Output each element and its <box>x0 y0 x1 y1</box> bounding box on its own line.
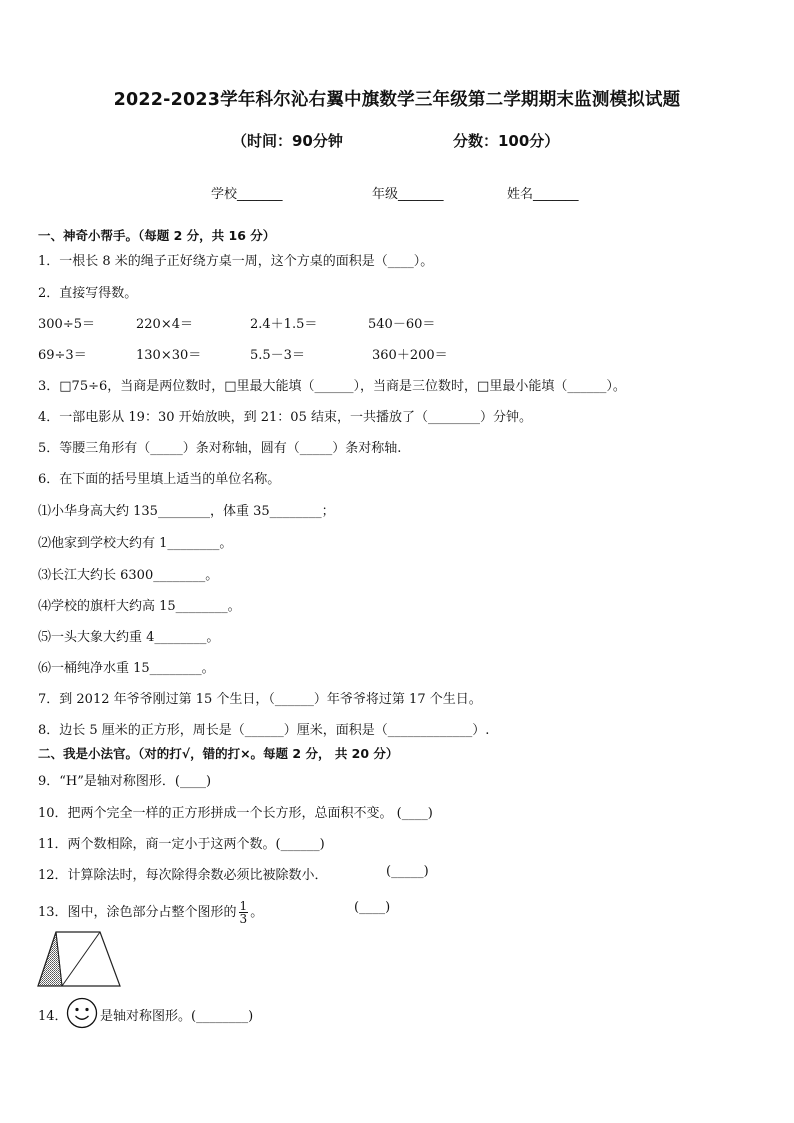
calc-item: 540－60＝ <box>368 317 436 332</box>
calc-item: 220×4＝ <box>136 317 193 332</box>
fraction-one-third <box>239 900 249 925</box>
question-6-4: ⑷学校的旗杆大约高 15________。 <box>38 599 241 614</box>
section1-heading: 一、神奇小帮手。（每题 2 分，共 16 分） <box>38 228 276 243</box>
question-6-5: ⑸一头大象大约重 4________。 <box>38 630 220 645</box>
calc-item: 130×30＝ <box>136 348 202 363</box>
question-6: 6．在下面的括号里填上适当的单位名称。 <box>38 472 281 487</box>
question-8: 8．边长 5 厘米的正方形，周长是（______）厘米，面积是（_____________）. <box>38 723 490 738</box>
question-10: 10．把两个完全一样的正方形拼成一个长方形，总面积不变。 (____) <box>38 806 433 821</box>
calc-item: 300÷5＝ <box>38 317 95 332</box>
grade-field: 年级_______ <box>372 187 444 202</box>
fraction-numerator: 1 <box>239 899 248 913</box>
question-13 <box>38 900 263 925</box>
smiley-face-icon <box>66 997 98 1029</box>
calc-item: 360＋200＝ <box>372 348 448 363</box>
question-13-text: 13．图中，涂色部分占整个图形的 <box>38 905 237 920</box>
question-14-number: 14． <box>38 1009 68 1024</box>
section2-heading: 二、我是小法官。（对的打√，错的打×。每题 2 分， 共 20 分） <box>38 746 399 761</box>
question-5: 5．等腰三角形有（_____）条对称轴，圆有（_____）条对称轴. <box>38 441 402 456</box>
exam-time: （时间：90分钟 <box>232 132 343 150</box>
calc-item: 2.4＋1.5＝ <box>250 317 318 332</box>
fraction-denominator: 3 <box>239 912 248 926</box>
question-6-6: ⑹一桶纯净水重 15________。 <box>38 661 215 676</box>
question-2: 2．直接写得数。 <box>38 286 138 301</box>
question-7: 7．到 2012 年爷爷刚过第 15 个生日，（______）年爷爷将过第 17 个生日。 <box>38 692 482 707</box>
question-1: 1．一根长 8 米的绳子正好绕方桌一周，这个方桌的面积是（____）。 <box>38 254 434 269</box>
name-field: 姓名_______ <box>507 187 579 202</box>
question-6-2: ⑵他家到学校大约有 1________。 <box>38 536 233 551</box>
question-12-blank: (_____) <box>386 864 429 879</box>
calc-item: 69÷3＝ <box>38 348 87 363</box>
school-field: 学校_______ <box>211 187 283 202</box>
question-4: 4．一部电影从 19：30 开始放映，到 21：05 结束，一共播放了（________）分钟。 <box>38 410 532 425</box>
question-11: 11．两个数相除，商一定小于这两个数。(______) <box>38 837 325 852</box>
exam-score: 分数：100分） <box>453 132 560 150</box>
question-6-1: ⑴小华身高大约 135________，体重 35________； <box>38 504 335 519</box>
question-9: 9．“H”是轴对称图形．(____) <box>38 774 212 789</box>
trapezoid-figure <box>36 930 122 988</box>
calc-item: 5.5－3＝ <box>250 348 305 363</box>
trapezoid-diagonal <box>62 932 100 986</box>
shaded-triangle <box>38 932 62 986</box>
question-14: 是轴对称图形。(________) <box>100 1009 254 1024</box>
question-13-blank: (____) <box>354 900 391 915</box>
question-13-tail: 。 <box>250 905 264 920</box>
question-6-3: ⑶长江大约长 6300________。 <box>38 568 219 583</box>
question-3: 3．□75÷6，当商是两位数时，□里最大能填（______），当商是三位数时，□里最小能填（______）。 <box>38 379 626 394</box>
page-title: 2022-2023学年科尔沁右翼中旗数学三年级第二学期期末监测模拟试题 <box>113 90 681 110</box>
question-12: 12．计算除法时，每次除得余数必须比被除数小． <box>38 868 328 883</box>
